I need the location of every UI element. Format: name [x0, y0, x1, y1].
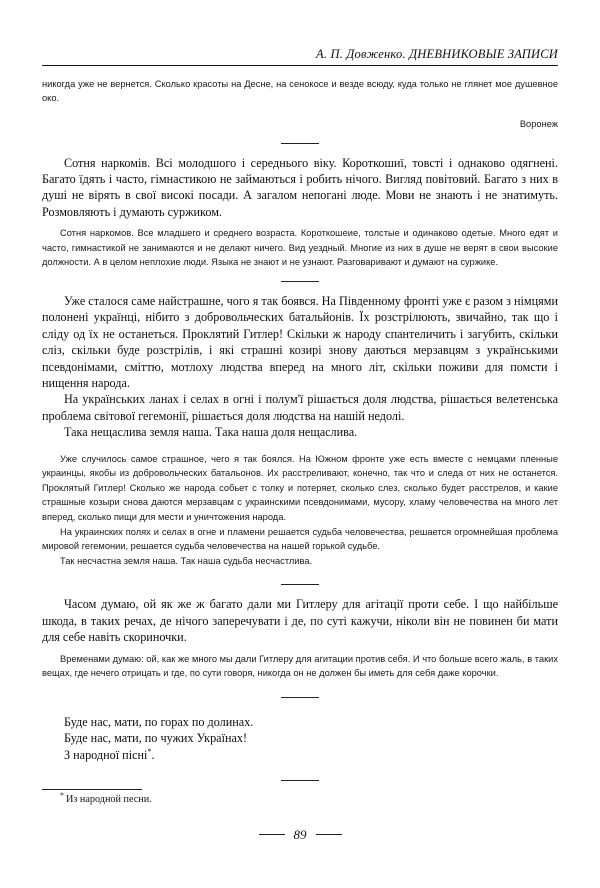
- footnote-text: Из народной песни.: [66, 794, 152, 805]
- folio-number: 89: [293, 826, 307, 842]
- spacer: [42, 106, 558, 117]
- running-head: [42, 48, 558, 62]
- paragraph-entry2-ua-1: Уже сталося саме найстрашне, чого я так боявся. На Південному фронті уже є разом з німцями полонені українці, нібито з добровольческих батальйонів. Їх розстрілюють, звичайно, так що і сліду од їх не останеться. Проклятий Гитлер! Скільки ж народу спантеличить і загубить, скільки сліз, скільки буде розстрілів, і які страшні козирі знову даються мерзавцям з українськими псевдонімами, сміттю, мотлоху людства вперед на много літ, скільки поживи для помсти і нищення народа.: [42, 293, 558, 390]
- paragraph-entry2-ru-1: Уже случилось самое страшное, чего я так боялся. На Южном фронте уже есть вместе с немцами пленные украинцы, якобы из добровольческих батальонов. Их расстреливают, конечно, так что и следа от них не останется. Проклятый Гитлер! Сколько же народа собьет с толку и потеряет, сколько слез, сколько будет расстрелов, и какие страшные козыри снова даются мерзавцам с украинскими псевдонимами, мусору, хламу человечества на много лет вперед, сколько пищи для мести и уничтожения народа.: [42, 453, 558, 522]
- spacer: [42, 568, 558, 584]
- folio-rule-left: [259, 834, 285, 835]
- paragraph-entry3-ru: Временами думаю: ой, как же много мы дали Гитлеру для агитации против себя. И что больше всего жаль, в таких вещах, где нечего отрицать и где, по сути говоря, никогда он не должен бы иметь для себя даже корочки.: [42, 653, 558, 679]
- footnote: [42, 790, 558, 806]
- footnote-area: [42, 789, 558, 806]
- spacer: [42, 270, 558, 281]
- footnote-marker-inline[interactable]: *: [147, 746, 152, 756]
- verse-block: [42, 714, 558, 764]
- spacer: [42, 681, 558, 697]
- spacer: [42, 132, 558, 143]
- footnote-marker: *: [60, 790, 64, 800]
- paragraph-entry2-ua-2: На українських ланах і селах в огні і полум'ї рішається доля людства, рішається велетенська проблема світової гегемонії, рішається доля людства на нашій недолі.: [42, 392, 558, 423]
- paragraph-entry3-ua: Часом думаю, ой як же ж багато дали ми Гитлеру для агітації проти себе. І що найбільше шкода, в таких речах, де нічого заперечувати і де, по суті кажучи, ніколи він не повинен би мати для себе навіть скориночки.: [42, 597, 558, 645]
- spacer: [42, 282, 558, 293]
- verse-attribution: З народної пісні: [64, 747, 148, 762]
- verse-line-3-tail: .: [151, 747, 155, 762]
- page-number: [0, 826, 600, 841]
- footnote-rule: [42, 789, 142, 790]
- spacer: [42, 764, 558, 780]
- section-divider: [42, 780, 558, 781]
- paragraph-entry2-ru-3: Так несчастна земля наша. Так наша судьба несчастлива.: [60, 555, 313, 566]
- paragraph-opening-ru: никогда уже не вернется. Сколько красоты на Десне, на сенокосе и везде всюду, куда только не глянет мое душевное око.: [42, 78, 558, 104]
- verse-line-3: [64, 747, 558, 764]
- paragraph-entry1-ru: Сотня наркомов. Все младшего и среднего возраста. Короткошеие, толстые и одинаково одетые. Много едят и часто, гимнастикой не занимаются и не делают ничего. Вид уездный. Многие из них в душе не верят в свои высокие должности. А в целом неплохие люди. Языка не знают и не узнают. Разговаривают и думают на суржике.: [42, 228, 558, 268]
- spacer: [42, 441, 558, 452]
- spacer: [42, 144, 558, 155]
- folio-rule-right: [316, 834, 342, 835]
- spacer: [42, 585, 558, 596]
- running-head-title: ДНЕВНИКОВЫЕ ЗАПИСИ: [409, 47, 558, 61]
- dateline-place: Воронеж: [519, 118, 558, 129]
- paragraph-entry2-ua-3: Така нещаслива земля наша. Така наша доля нещаслива.: [64, 425, 358, 440]
- paragraph-entry1-ua: Сотня наркомів. Всі молодшого і середнього віку. Короткошиї, товсті і однаково одягнені. Багато їдять і часто, гімнастикою не займаються і робить нічого. Вигляд повітовий. Багато з них в душі не вірять в свої високі посади. А загалом непогані люде. Мови не знають і не знатимуть. Розмовляють і думають суржиком.: [42, 155, 558, 219]
- page-content: [42, 0, 558, 781]
- verse-line-2: Буде нас, мати, по чужих Українах!: [64, 731, 248, 746]
- running-head-author: А. П. Довженко.: [316, 47, 406, 61]
- paragraph-entry2-ru-2: На украинских полях и селах в огне и пламени решается судьба человечества, решается огромнейшая проблема мировой гегемонии, решается судьба человечества на нашей горькой судьбе.: [42, 526, 558, 552]
- spacer: [42, 66, 558, 77]
- spacer: [42, 698, 558, 714]
- verse-line-1: Буде нас, мати, по горах по долинах.: [64, 714, 254, 729]
